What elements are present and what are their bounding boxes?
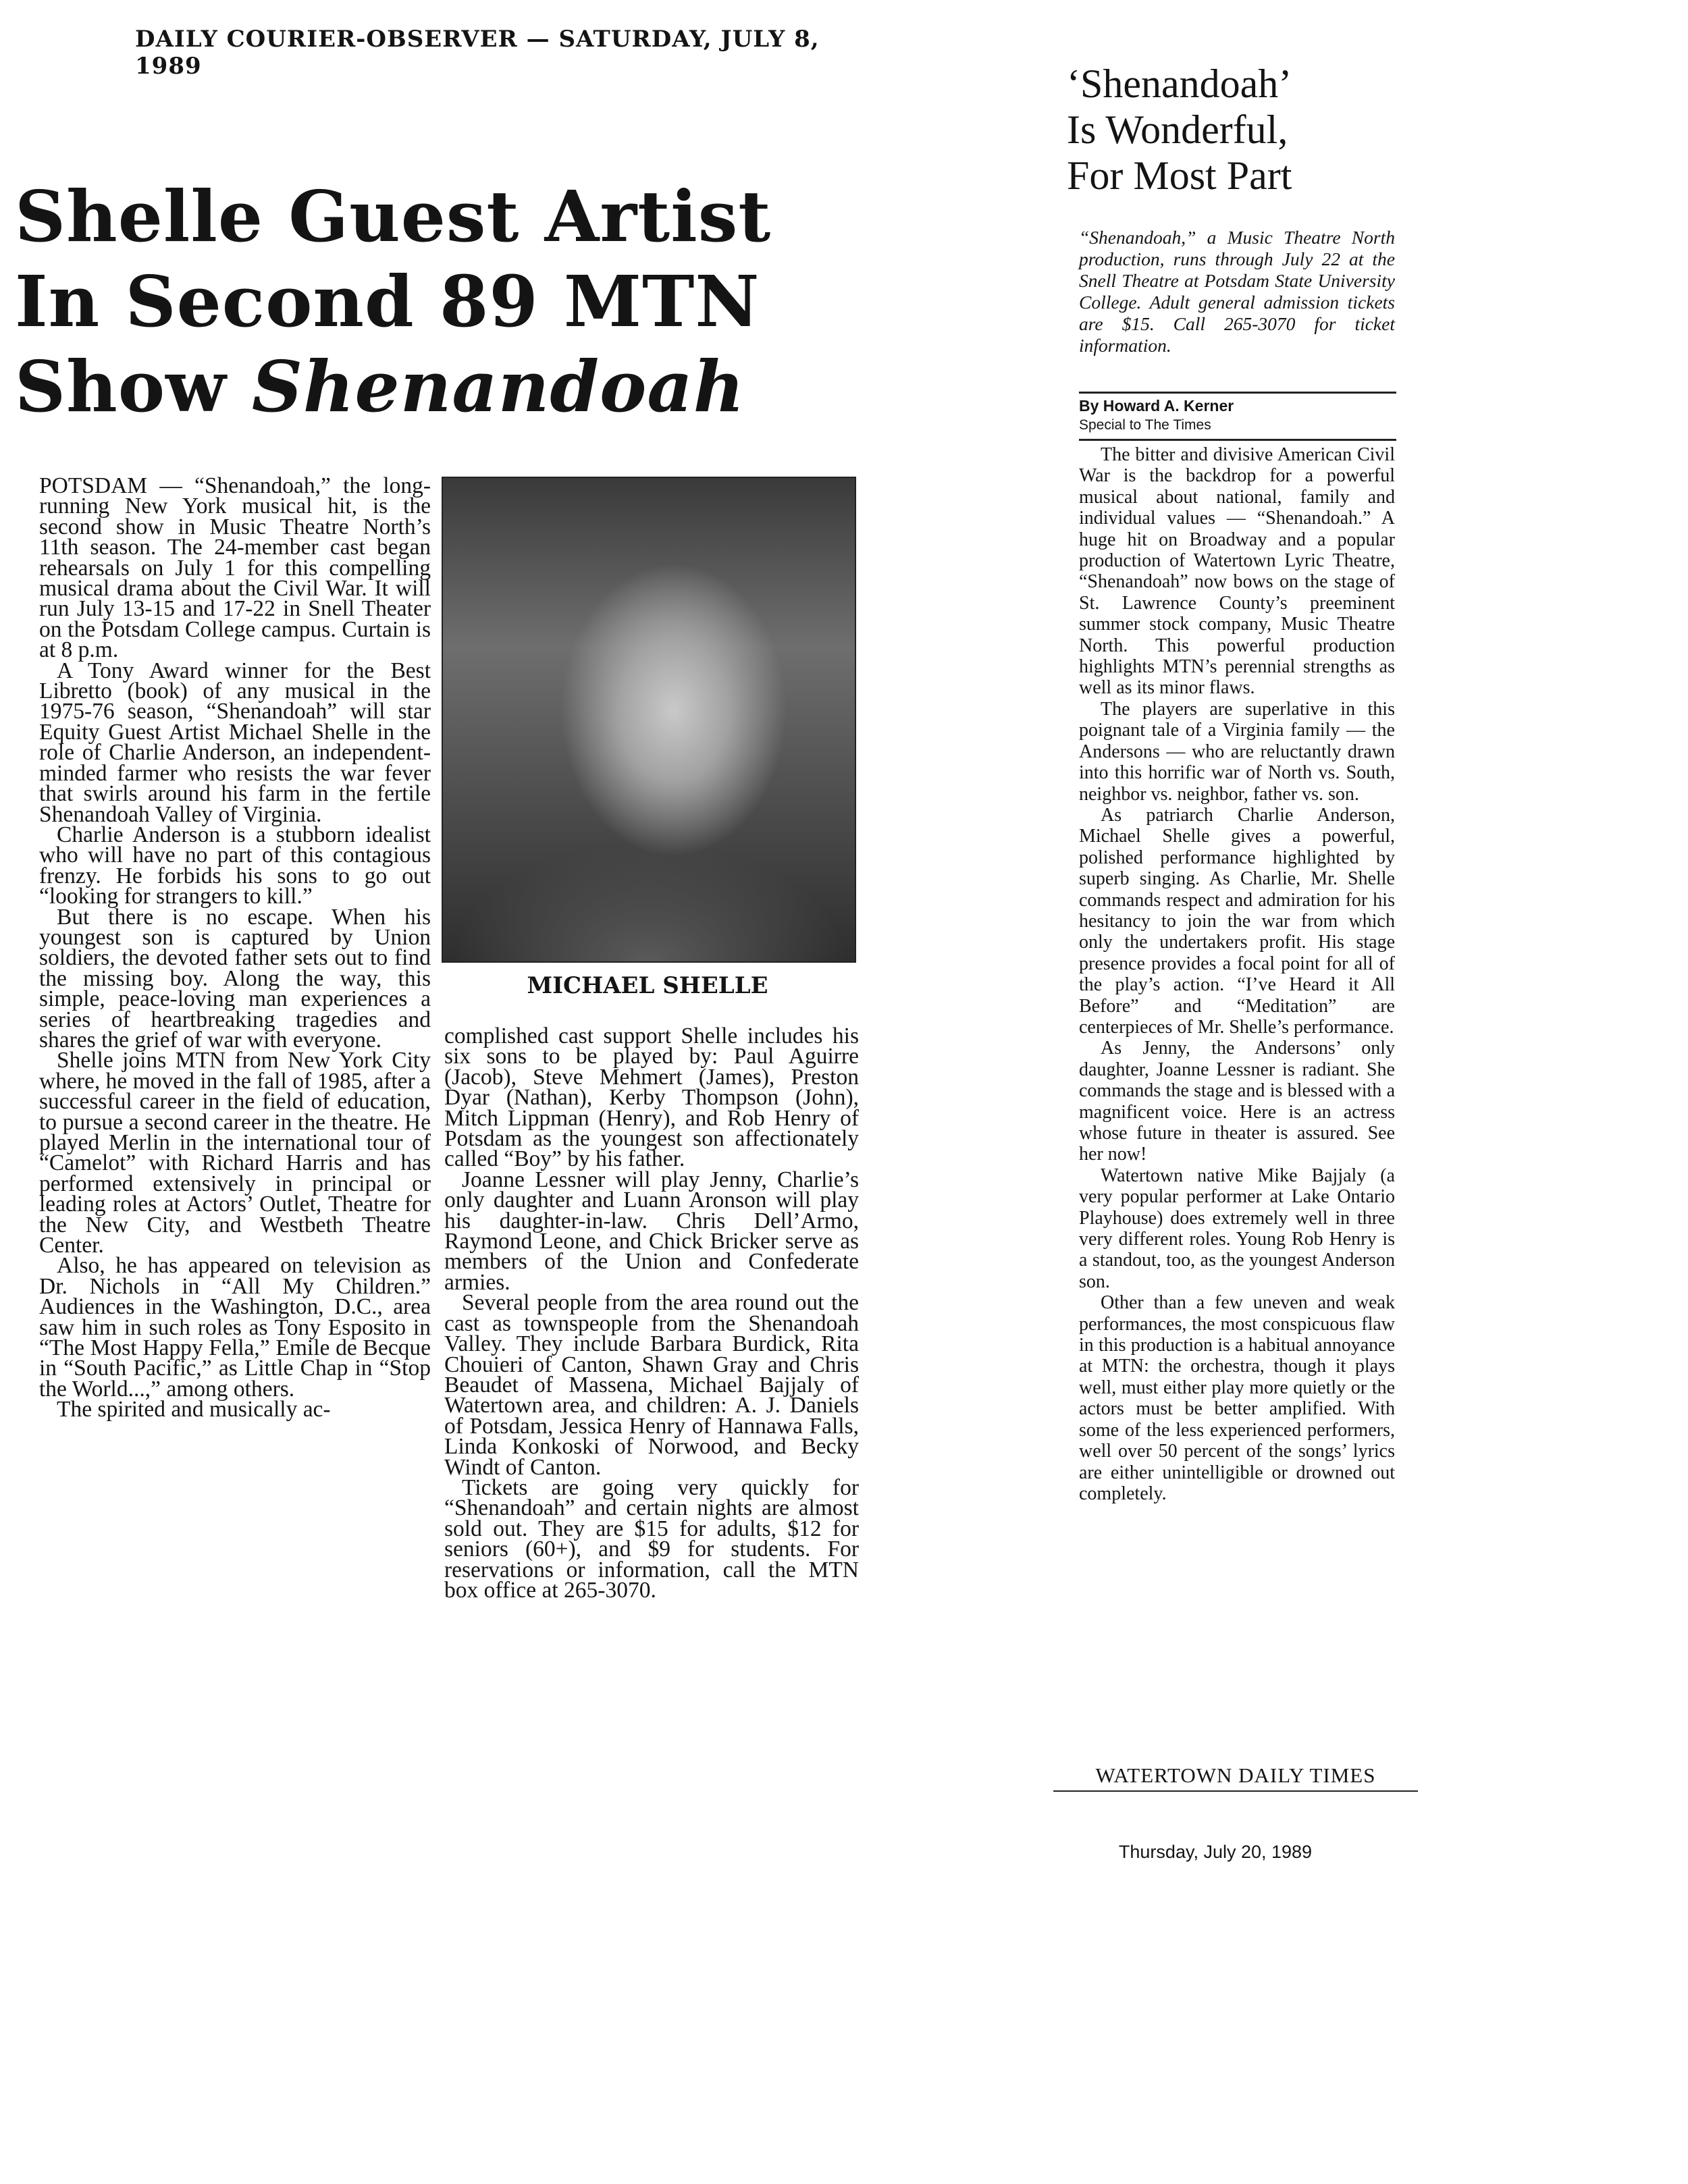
review-paragraph: Watertown native Mike Bajjaly (a very popular performer at Lake Ontario Playhouse) does extremely well in three very different roles. Young Rob Henry is a standout, too, as the youngest Anderson son. [1079, 1165, 1395, 1292]
article-paragraph: Tickets are going very quickly for “Shenandoah” and certain nights are almost sold out. They are $15 for adults, $12 for seniors (60+), and $9 for students. For reservations or information, call the MTN box office at 265-3070. [444, 1474, 859, 1603]
photo-caption: MICHAEL SHELLE [527, 972, 768, 999]
review-date: Thursday, July 20, 1989 [1118, 1842, 1313, 1862]
article-left-column [39, 473, 431, 1422]
article-paragraph: The spirited and musically ac- [57, 1397, 331, 1422]
headline-line-1: Shelle Guest Artist [15, 175, 772, 258]
headline-line-3-plain: Show [15, 345, 252, 428]
review-source: WATERTOWN DAILY TIMES [1095, 1763, 1376, 1787]
review-title-line-3: For Most Part [1067, 153, 1292, 198]
review-subhead: “Shenandoah,” a Music Theatre North production, runs through July 22 at the Snell Theatre at Potsdam State University College. Adult general admission tickets are $15. Call 265-3070 for ticket information. [1079, 227, 1395, 356]
article-paragraph: Several people from the area round out the cast as townspeople from the Shenandoah Valley. They include Barbara Burdick, Rita Chouieri of Canton, Shawn Gray and Chris Beaudet of Massena, Michael Bajjaly of Watertown area, and children: A. J. Daniels of Potsdam, Jessica Henry of Hannawa Falls, Linda Konkoski of Norwood, and Becky Windt of Canton. [444, 1290, 859, 1480]
review-paragraph: As Jenny, the Andersons’ only daughter, Joanne Lessner is radiant. She commands the stage and is blessed with a magnificent voice. Here is an actress whose future in theater is assured. See her now! [1079, 1038, 1395, 1165]
review-byline-sub: Special to The Times [1079, 417, 1211, 433]
headline-line-3 [15, 344, 859, 429]
headline [15, 174, 859, 429]
article-middle-column [444, 1023, 859, 1603]
article-paragraph: A Tony Award winner for the Best Libretto (book) of any musical in the 1975-76 season, “Shenandoah” will star Equity Guest Artist Michael Shelle in the role of Charlie Anderson, an independent-minded farmer who resists the war fever that swirls around his farm in the fertile Shenandoah Valley of Virginia. [39, 658, 431, 827]
review-byline: By Howard A. Kerner [1079, 397, 1234, 415]
article-paragraph: Charlie Anderson is a stubborn idealist who will have no part of this contagious frenzy. He forbids his sons to go out “looking for strangers to kill.” [39, 822, 431, 909]
review-paragraph: Other than a few uneven and weak performances, the most conspicuous flaw in this production is a habitual annoyance at MTN: the orchestra, though it plays well, must either play more quietly or the actors must be better amplified. With some of the less experienced performers, well over 50 percent of the songs’ lyrics are either unintelligible or drowned out completely. [1079, 1292, 1395, 1504]
article-paragraph: POTSDAM — “Shenandoah,” the long-running New York musical hit, is the second show in Music Theatre North’s 11th season. The 24-member cast began rehearsals on July 1 for this compelling musical drama about the Civil War. It will run July 13-15 and 17-22 in Snell Theater on the Potsdam College campus. Curtain is at 8 p.m. [39, 473, 431, 663]
headline-line-2: In Second 89 MTN [15, 260, 760, 343]
article-paragraph: complished cast support Shelle includes his six sons to be played by: Paul Aguirre (Jacob), Steve Mehmert (James), Preston Dyar (Nathan), Kerby Thompson (John), Mitch Lippman (Henry), and Rob Henry of Potsdam as the youngest son affectionately called “Boy” by his father. [444, 1023, 859, 1172]
review-title-line-2: Is Wonderful, [1067, 107, 1288, 152]
review-title-line-1: ‘Shenandoah’ [1067, 61, 1292, 106]
article-paragraph: Joanne Lessner will play Jenny, Charlie’s only daughter and Luann Aronson will play his daughter-in-law. Chris Dell’Armo, Raymond Leone, and Chick Bricker serve as members of the Union and Confederate armies. [444, 1167, 859, 1295]
review-body [1079, 444, 1395, 1504]
article-paragraph: Shelle joins MTN from New York City where, he moved in the fall of 1985, after a successful career in the field of education, to pursue a second career in the theatre. He played Merlin in the international tour of “Camelot” with Richard Harris and has performed extensively in principal or leading roles at Actors’ Outlet, Theatre for the New City, and Westbeth Theatre Center. [39, 1048, 431, 1258]
article-paragraph: But there is no escape. When his youngest son is captured by Union soldiers, the devoted father sets out to find the missing boy. Along the way, this simple, peace-loving man experiences a series of heartbreaking tragedies and shares the grief of war with everyone. [39, 904, 431, 1053]
portrait-photo [442, 477, 856, 963]
review-divider [1079, 392, 1396, 394]
review-paragraph: As patriarch Charlie Anderson, Michael Shelle gives a powerful, polished performance highlighted by superb singing. As Charlie, Mr. Shelle commands respect and admiration for his hesitancy to join the war from which only the undertakers profit. His stage presence provides a focal point for all of the play’s action. “I’ve Heard it All Before” and “Meditation” are centerpieces of Mr. Shelle’s performance. [1079, 804, 1395, 1038]
headline-line-3-italic: Shenandoah [251, 345, 745, 428]
review-paragraph: The bitter and divisive American Civil War is the backdrop for a powerful musical about national, family and individual values — “Shenandoah.” A huge hit on Broadway and a popular production of Watertown Lyric Theatre, “Shenandoah” now bows on the stage of St. Lawrence County’s preeminent summer stock company, Music Theatre North. This powerful production highlights MTN’s perennial strengths as well as its minor flaws. [1079, 444, 1395, 699]
article-paragraph: Also, he has appeared on television as Dr. Nichols in “All My Children.” Audiences in the Washington, D.C., area saw him in such roles as Tony Esposito in “The Most Happy Fella,” Emile de Becque in “South Pacific,” as Little Chap in “Stop the World...,” among others. [39, 1253, 431, 1402]
review-source-rule [1053, 1790, 1418, 1792]
review-title [1067, 61, 1404, 198]
review-divider [1079, 439, 1396, 441]
review-paragraph: The players are superlative in this poignant tale of a Virginia family — the Andersons — who are reluctantly drawn into this horrific war of North vs. South, neighbor vs. neighbor, father vs. son. [1079, 698, 1395, 805]
masthead: DAILY COURIER-OBSERVER — SATURDAY, JULY 8, 1989 [135, 26, 820, 80]
